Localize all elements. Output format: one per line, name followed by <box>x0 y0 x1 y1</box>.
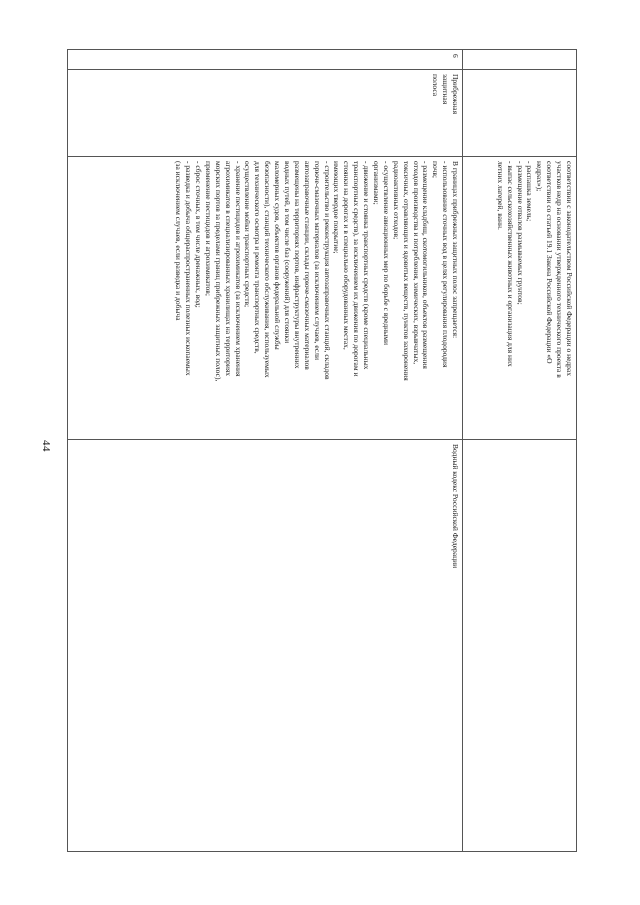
text-line: морских портов за пределами границ прибрежных защитных полос), <box>213 161 223 382</box>
page-number: 44 <box>40 440 52 452</box>
text-line: безопасности), станций технического обслуживания, используемых <box>263 161 273 378</box>
text-line: (за исключением случаев, если разведка и добыча <box>174 161 184 321</box>
text-line: - хранение пестицидов и агрохимикатов (за исключением хранения <box>233 161 243 377</box>
restrictions-cell <box>68 157 463 440</box>
text-line: организмами; <box>371 161 381 205</box>
text-line: транспортных средств), за исключением их движения по дорогам и <box>352 161 362 377</box>
text-line: для технического осмотра и ремонта транспортных средств, <box>253 161 263 354</box>
rotated-page-content <box>67 49 577 852</box>
text-line: отходов производства и потребления, химических, взрывчатых, <box>411 161 421 365</box>
zone-name-cell <box>68 70 463 157</box>
source-cell <box>463 440 577 852</box>
text-line: - строительство и реконструкция автозаправочных станций, складов <box>322 161 332 380</box>
regulations-table <box>67 49 577 852</box>
text-line: недрах»); <box>535 161 545 192</box>
text-line: токсичных, отравляющих и ядовитых веществ, пунктов захоронения <box>401 161 411 381</box>
text-line: применение пестицидов и агрохимикатов; <box>203 161 213 296</box>
text-line: - выпас сельскохозяйственных животных и организация для них <box>505 161 515 367</box>
text-line: - использование сточных вод в целях регулирования плодородия <box>441 161 451 368</box>
zone-name-cell <box>463 70 577 157</box>
text-line: имеющих твердое покрытие; <box>332 161 342 254</box>
text-line: водных путей, в том числе баз (сооружений) для стоянки <box>282 161 292 344</box>
row-number-cell: 6 <box>68 50 463 70</box>
text-line: В границах прибрежных защитных полос запрещается: <box>451 161 461 339</box>
text-line: маломерных судов, объектов органов федеральной службы <box>273 161 283 350</box>
text-line: осуществление мойки транспортных средств; <box>243 161 253 308</box>
text-line: стоянки на дорогах и в специально оборудованных местах, <box>342 161 352 350</box>
text-line: автозаправочные станции, склады горюче-смазочных материалов <box>302 161 312 370</box>
restrictions-cell <box>463 157 577 440</box>
text-line: горюче-смазочных материалов (за исключением случаев, если <box>312 161 322 361</box>
row-number-cell <box>463 50 577 70</box>
text-line: почв; <box>431 161 441 178</box>
text-line: соответствии с законодательством Российской Федерации о недрах <box>565 161 574 376</box>
text-line: летних лагерей, ванн. <box>495 161 505 230</box>
zone-name-part: защитная <box>441 74 451 105</box>
text-line: соответствии со статьей 19.1 Закона Российской Федерации «О <box>545 161 555 364</box>
text-line: - распашка земель; <box>525 161 535 222</box>
table-row <box>463 50 577 852</box>
zone-name-part: полоса <box>431 74 441 97</box>
text-line: радиоактивных отходов; <box>391 161 401 240</box>
zone-name-part: Прибрежная <box>451 74 461 115</box>
text-line: участков недр на основании утвержденного технического проекта в <box>555 161 565 378</box>
table-row <box>68 50 463 852</box>
text-line: - размещение отвалов размываемых грунтов; <box>515 161 525 305</box>
text-line: - движение и стоянка транспортных средств (кроме специальных <box>362 161 372 370</box>
text-line: - осуществление авиационных мер по борьбе с вредными <box>381 161 391 345</box>
text-line: - разведка и добыча общераспространенных полезных ископаемых <box>184 161 194 376</box>
source-cell: Водный кодекс Российской Федерации <box>68 440 463 852</box>
text-line: агрохимикатов в специализированных хранилищах на территориях <box>223 161 233 377</box>
text-line: размещены на территориях портов, инфраструктуры внутренних <box>292 161 302 369</box>
text-line: - сброс сточных, в том числе дренажных, вод; <box>193 161 203 308</box>
text-line: - размещение кладбищ, скотомогильников, объектов размещения <box>421 161 431 369</box>
